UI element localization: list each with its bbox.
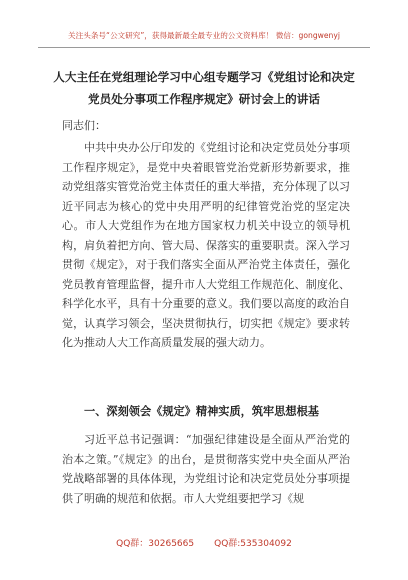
body-paragraph-2: 习近平总书记强调：“加强纪律建设是全面从严治党的治本之策。”《规定》的出台，是贯彻落实党中央全面从严治党战略部署的具体体现，为党组讨论和决定党员处分事项提供了明确的规范和依据。市人大党组要把学习《规 xyxy=(62,433,350,505)
document-title: 人大主任在党组理论学习中心组专题学习《党组讨论和决定党员处分事项工作程序规定》研讨会上的讲话 xyxy=(53,70,355,106)
footer-qq-group-2: QQ群:535304092 xyxy=(214,539,292,549)
header-promo-note: 关注头条号“公文研究”，获得最新最全最专业的公文资料库！ 微信：gongwenyj xyxy=(68,31,340,40)
body-paragraph-1: 中共中央办公厅印发的《党组讨论和决定党员处分事项工作程序规定》，是党中央着眼管党治党新形势新要求，推动党组落实管党治党主体责任的重大举措，充分体现了以习近平同志为核心的党中央用严明的纪律管党治党的坚定决心。市人大党组作为在地方国家权力机关中设立的领导机构，肩负着把方向、管大局、保落实的重要职责。深入学习贯彻《规定》，对于我们落实全面从严治党主体责任，强化党员教育管理监督，提升市人大党组工作规范化、制度化、科学化水平，具有十分重要的意义。我们要以高度的政治自觉，认真学习领会，坚决贯彻执行，切实把《规定》要求转化为推动人大工作高质量发展的强大动力。 xyxy=(62,141,350,349)
salutation: 同志们： xyxy=(62,119,106,132)
section-heading-1: 一、深刻领会《规定》精神实质，筑牢思想根基 xyxy=(84,405,319,418)
footer-qq-group-1: QQ群：30265665 xyxy=(116,539,195,549)
footer-contact xyxy=(0,536,408,549)
header-divider xyxy=(38,47,370,48)
